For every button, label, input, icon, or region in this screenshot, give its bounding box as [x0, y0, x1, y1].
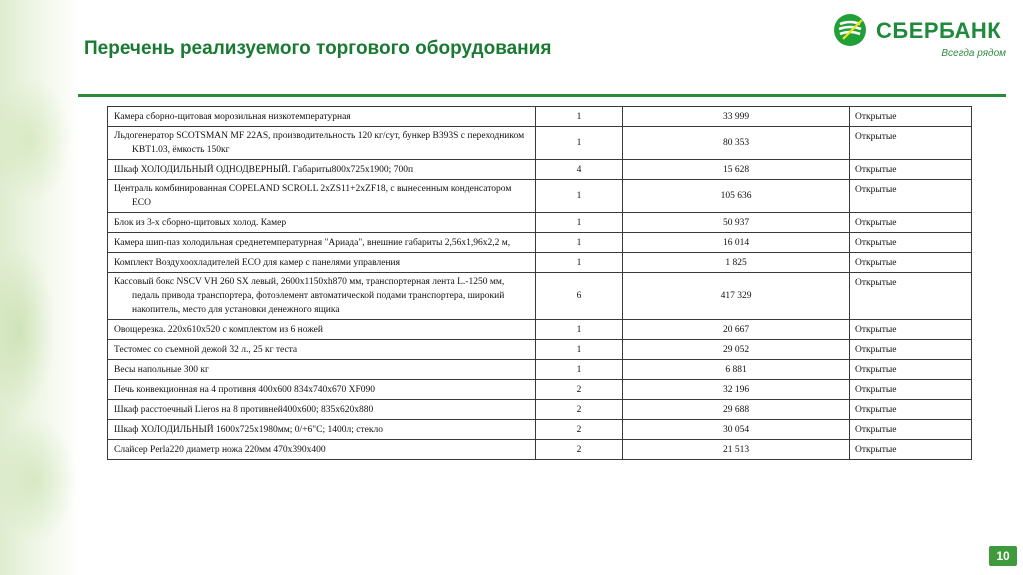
- quantity-cell: 1: [536, 320, 623, 340]
- table-row: [108, 340, 972, 360]
- equipment-name-cell: [108, 213, 536, 233]
- equipment-name-cell: [108, 233, 536, 253]
- equipment-name-cell: [108, 380, 536, 400]
- equipment-name: Весы напольные 300 кг: [114, 364, 209, 375]
- table-row: [108, 180, 972, 213]
- quantity-cell: 2: [536, 440, 623, 460]
- equipment-name: Слайсер Perla220 диаметр ножа 220мм 470х390х400: [114, 444, 326, 455]
- equipment-name: Шкаф расстоечный Lieros на 8 противней400х600; 835х620х880: [114, 404, 374, 415]
- header-divider: [78, 94, 1006, 97]
- equipment-name: Овощерезка. 220х610х520 с комплектом из 6 ножей: [114, 324, 323, 335]
- page-title: Перечень реализуемого торгового оборудования: [84, 38, 552, 59]
- quantity-cell: 2: [536, 380, 623, 400]
- status-cell: Открытые: [850, 160, 972, 180]
- price-cell: 50 937: [623, 213, 850, 233]
- equipment-name: Шкаф ХОЛОДИЛЬНЫЙ 1600х725х1980мм; 0/+6"С; 1400л; стекло: [114, 424, 383, 435]
- equipment-name: Камера сборно-щитовая морозильная низкотемпературная: [114, 111, 351, 122]
- status-cell: Открытые: [850, 320, 972, 340]
- equipment-name-cell: [108, 253, 536, 273]
- status-cell: Открытые: [850, 420, 972, 440]
- equipment-name-cell: [108, 400, 536, 420]
- equipment-name-cell: [108, 160, 536, 180]
- quantity-cell: 1: [536, 360, 623, 380]
- equipment-name: Льдогенератор SCOTSMAN MF 22AS, производительность 120 кг/сут, бункер В393S с переходником KBT1.03, ёмкость 150кг: [114, 131, 525, 155]
- equipment-table-body: [108, 107, 972, 460]
- table-row: [108, 273, 972, 320]
- status-cell: Открытые: [850, 127, 972, 160]
- price-cell: 105 636: [623, 180, 850, 213]
- price-cell: 21 513: [623, 440, 850, 460]
- price-cell: 32 196: [623, 380, 850, 400]
- quantity-cell: 2: [536, 400, 623, 420]
- price-cell: 16 014: [623, 233, 850, 253]
- equipment-name: Тестомес со съемной дежой 32 л., 25 кг теста: [114, 344, 298, 355]
- quantity-cell: 1: [536, 180, 623, 213]
- equipment-name: Печь конвекционная на 4 противня 400х600 834х740х670 XF090: [114, 384, 376, 395]
- equipment-name-cell: [108, 180, 536, 213]
- price-cell: 15 628: [623, 160, 850, 180]
- equipment-name: Блок из 3-х сборно-щитовых холод. Камер: [114, 217, 287, 228]
- status-cell: Открытые: [850, 253, 972, 273]
- price-cell: 33 999: [623, 107, 850, 127]
- quantity-cell: 2: [536, 420, 623, 440]
- equipment-name: Камера шип-паз холодильная среднетемпературная "Ариада", внешние габариты 2,56х1,96х2,2 м,: [114, 237, 511, 248]
- table-row: [108, 253, 972, 273]
- price-cell: 80 353: [623, 127, 850, 160]
- quantity-cell: 1: [536, 233, 623, 253]
- status-cell: Открытые: [850, 273, 972, 320]
- quantity-cell: 1: [536, 127, 623, 160]
- price-cell: 1 825: [623, 253, 850, 273]
- table-row: [108, 420, 972, 440]
- logo-slogan: Всегда рядом: [941, 48, 1006, 59]
- price-cell: 417 329: [623, 273, 850, 320]
- price-cell: 29 688: [623, 400, 850, 420]
- table-row: [108, 160, 972, 180]
- status-cell: Открытые: [850, 180, 972, 213]
- equipment-name-cell: [108, 440, 536, 460]
- status-cell: Открытые: [850, 233, 972, 253]
- price-cell: 30 054: [623, 420, 850, 440]
- quantity-cell: 1: [536, 107, 623, 127]
- table-row: [108, 107, 972, 127]
- equipment-name: Шкаф ХОЛОДИЛЬНЫЙ ОДНОДВЕРНЫЙ. Габариты800х725х1900; 700п: [114, 164, 414, 175]
- quantity-cell: 6: [536, 273, 623, 320]
- status-cell: Открытые: [850, 107, 972, 127]
- page-number: 10: [989, 546, 1017, 566]
- sberbank-logo: [832, 12, 1008, 62]
- equipment-name-cell: [108, 273, 536, 320]
- equipment-name-cell: [108, 340, 536, 360]
- status-cell: Открытые: [850, 213, 972, 233]
- equipment-name-cell: [108, 107, 536, 127]
- status-cell: Открытые: [850, 360, 972, 380]
- status-cell: Открытые: [850, 400, 972, 420]
- equipment-name: Централь комбинированная COPELAND SCROLL 2xZS11+2xZF18, с вынесенным конденсатором ECO: [114, 184, 512, 208]
- quantity-cell: 1: [536, 253, 623, 273]
- equipment-name-cell: [108, 320, 536, 340]
- price-cell: 29 052: [623, 340, 850, 360]
- table-row: [108, 233, 972, 253]
- equipment-table: [107, 106, 972, 460]
- quantity-cell: 1: [536, 340, 623, 360]
- equipment-name: Кассовый бокс NSCV VH 260 SX левый, 2600х1150хh870 мм, транспортерная лента L.-1250 мм, педаль привода транспортера, фотоэлемент автоматической подами транспортера, широкий накопитель, место для установки денежного ящика: [114, 277, 505, 315]
- price-cell: 6 881: [623, 360, 850, 380]
- quantity-cell: 1: [536, 213, 623, 233]
- status-cell: Открытые: [850, 340, 972, 360]
- table-row: [108, 440, 972, 460]
- status-cell: Открытые: [850, 440, 972, 460]
- logo-name: СБЕРБАНК: [876, 18, 1002, 43]
- table-row: [108, 380, 972, 400]
- table-row: [108, 360, 972, 380]
- table-row: [108, 320, 972, 340]
- equipment-name-cell: [108, 360, 536, 380]
- equipment-name: Комплект Воздухоохладителей ECO для камер с панелями управления: [114, 257, 400, 268]
- table-row: [108, 127, 972, 160]
- equipment-name-cell: [108, 420, 536, 440]
- equipment-name-cell: [108, 127, 536, 160]
- sberbank-logo-icon: [832, 12, 868, 48]
- quantity-cell: 4: [536, 160, 623, 180]
- decorative-background: [0, 0, 80, 575]
- table-row: [108, 400, 972, 420]
- status-cell: Открытые: [850, 380, 972, 400]
- table-row: [108, 213, 972, 233]
- price-cell: 20 667: [623, 320, 850, 340]
